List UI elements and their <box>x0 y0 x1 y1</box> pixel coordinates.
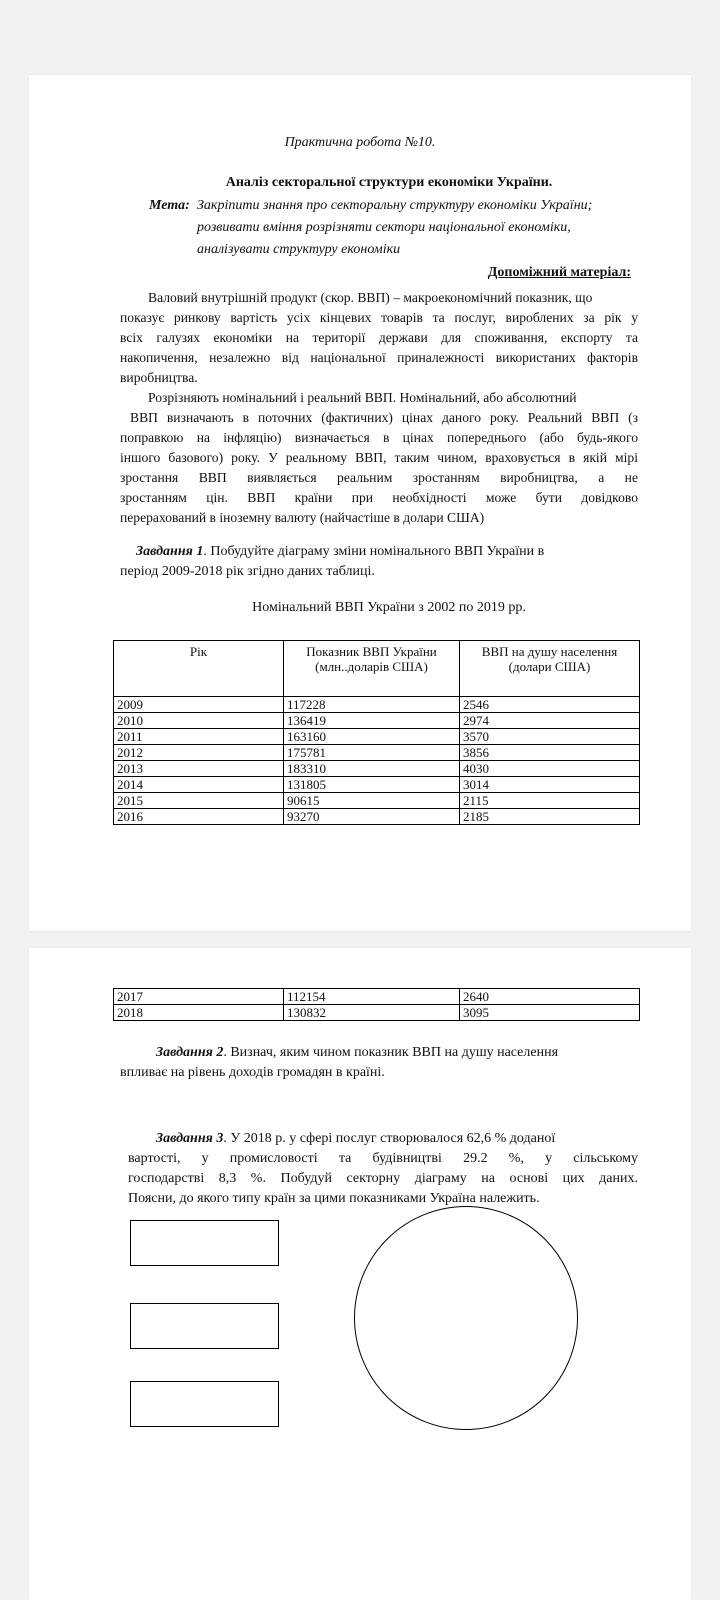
helper-heading: Допоміжний матеріал: <box>487 265 631 280</box>
cell-gdp: 175781 <box>284 745 460 761</box>
cell-gdp-per-capita: 2640 <box>460 989 640 1005</box>
table-row <box>114 1005 640 1021</box>
table-row <box>114 777 640 793</box>
goal-block <box>149 195 190 217</box>
task-3-text: господарстві 8,3 %. Побудуй секторну діаграму на основі цих даних. <box>128 1171 638 1186</box>
cell-gdp: 163160 <box>284 729 460 745</box>
cell-year: 2011 <box>114 729 284 745</box>
task-3-label: Завдання 3 <box>156 1131 224 1146</box>
task-2-label: Завдання 2 <box>156 1045 224 1060</box>
cell-year: 2015 <box>114 793 284 809</box>
cell-year: 2013 <box>114 761 284 777</box>
task-1-text: період 2009-2018 рік згідно даних таблиці. <box>120 564 375 579</box>
goal-text <box>197 195 667 261</box>
legend-box-2 <box>130 1303 279 1349</box>
cell-year: 2009 <box>114 697 284 713</box>
goal-line: Закріпити знання про секторальну структуру економіки України; <box>197 198 593 213</box>
paragraph-gdp-definition <box>120 288 638 388</box>
cell-gdp-per-capita: 3570 <box>460 729 640 745</box>
goal-line: розвивати вміння розрізняти сектори національної економіки, <box>197 220 571 235</box>
cell-gdp-per-capita: 3856 <box>460 745 640 761</box>
goal-line: аналізувати структуру економіки <box>197 242 401 257</box>
cell-gdp: 183310 <box>284 761 460 777</box>
task-2-text: . Визнач, яким чином показник ВВП на душу населення <box>223 1045 559 1060</box>
pie-chart-circle <box>354 1206 578 1430</box>
task-1 <box>120 542 638 582</box>
cell-gdp-per-capita: 4030 <box>460 761 640 777</box>
cell-gdp: 112154 <box>284 989 460 1005</box>
para-line: Валовий внутрішній продукт (скор. ВВП) – макроекономічний показник, що <box>148 290 593 305</box>
cell-gdp-per-capita: 3095 <box>460 1005 640 1021</box>
paragraph-nominal-real <box>120 388 638 528</box>
goal-label: Мета: <box>149 198 190 213</box>
cell-gdp-per-capita: 2974 <box>460 713 640 729</box>
column-header-gdp: Показник ВВП України (млн..доларів США) <box>284 641 460 697</box>
cell-gdp-per-capita: 3014 <box>460 777 640 793</box>
task-3-text: Поясни, до якого типу країн за цими показниками Україна належить. <box>128 1191 540 1206</box>
task-1-text: . Побудуйте діаграму зміни номінального ВВП України в <box>203 544 545 559</box>
task-3-text: вартості, у промисловості та будівництві 29.2 %, у сільському <box>128 1151 638 1166</box>
table-header-row <box>114 641 640 697</box>
table-row <box>114 697 640 713</box>
cell-gdp: 117228 <box>284 697 460 713</box>
cell-year: 2018 <box>114 1005 284 1021</box>
column-header-gdp-per-capita: ВВП на душу населення (долари США) <box>460 641 640 697</box>
document-page-2 <box>29 948 691 1600</box>
para-line: виробництва. <box>120 370 198 385</box>
table-row <box>114 793 640 809</box>
para-line: Розрізняють номінальний і реальний ВВП. Номінальний, або абсолютний <box>148 390 577 405</box>
table-row <box>114 989 640 1005</box>
cell-gdp-per-capita: 2115 <box>460 793 640 809</box>
table-row <box>114 713 640 729</box>
para-line: перерахований в іноземну валюту (найчастіше в долари США) <box>120 510 485 525</box>
para-line: зростанням цін. ВВП країни при необхідності може бути довідково <box>120 490 638 505</box>
task-2 <box>120 1043 638 1083</box>
para-line: зростання ВВП виявляється реальним зростанням виробництва, а не <box>120 470 638 485</box>
para-line: накопичення, незалежно від національної приналежності використаних факторів <box>120 350 638 365</box>
legend-box-1 <box>130 1220 279 1266</box>
task-3 <box>128 1129 638 1209</box>
document-page-1 <box>29 75 691 931</box>
table-row <box>114 745 640 761</box>
column-header-year: Рік <box>114 641 284 697</box>
task-1-label: Завдання 1 <box>136 544 204 559</box>
task-2-text: впливає на рівень доходів громадян в країні. <box>120 1065 385 1080</box>
cell-year: 2017 <box>114 989 284 1005</box>
cell-gdp-per-capita: 2185 <box>460 809 640 825</box>
cell-gdp: 136419 <box>284 713 460 729</box>
gdp-table-continued <box>113 988 640 1021</box>
task-3-text: . У 2018 р. у сфері послуг створювалося 62,6 % доданої <box>223 1131 556 1146</box>
cell-gdp: 130832 <box>284 1005 460 1021</box>
table-row <box>114 809 640 825</box>
topic-title: Аналіз секторальної структури економіки України. <box>225 175 553 190</box>
cell-gdp: 90615 <box>284 793 460 809</box>
para-line: всіх галузях економіки на території держави для споживання, експорту та <box>120 330 638 345</box>
cell-year: 2014 <box>114 777 284 793</box>
cell-gdp: 131805 <box>284 777 460 793</box>
table-row <box>114 761 640 777</box>
legend-box-3 <box>130 1381 279 1427</box>
table-caption: Номінальний ВВП України з 2002 по 2019 рр. <box>252 600 526 615</box>
cell-year: 2012 <box>114 745 284 761</box>
work-title: Практична робота №10. <box>284 135 436 150</box>
cell-gdp-per-capita: 2546 <box>460 697 640 713</box>
gdp-table <box>113 640 640 825</box>
para-line: показує ринкову вартість усіх кінцевих товарів та послуг, вироблених за рік у <box>120 310 638 325</box>
cell-year: 2016 <box>114 809 284 825</box>
para-line: ВВП визначають в поточних (фактичних) цінах даного року. Реальний ВВП (з <box>130 410 638 425</box>
para-line: іншого базового) року. У реальному ВВП, таким чином, враховується в якій мірі <box>120 450 638 465</box>
table-row <box>114 729 640 745</box>
cell-year: 2010 <box>114 713 284 729</box>
para-line: поправкою на інфляцію) визначається в цінах попереднього (або будь-якого <box>120 430 638 445</box>
cell-gdp: 93270 <box>284 809 460 825</box>
